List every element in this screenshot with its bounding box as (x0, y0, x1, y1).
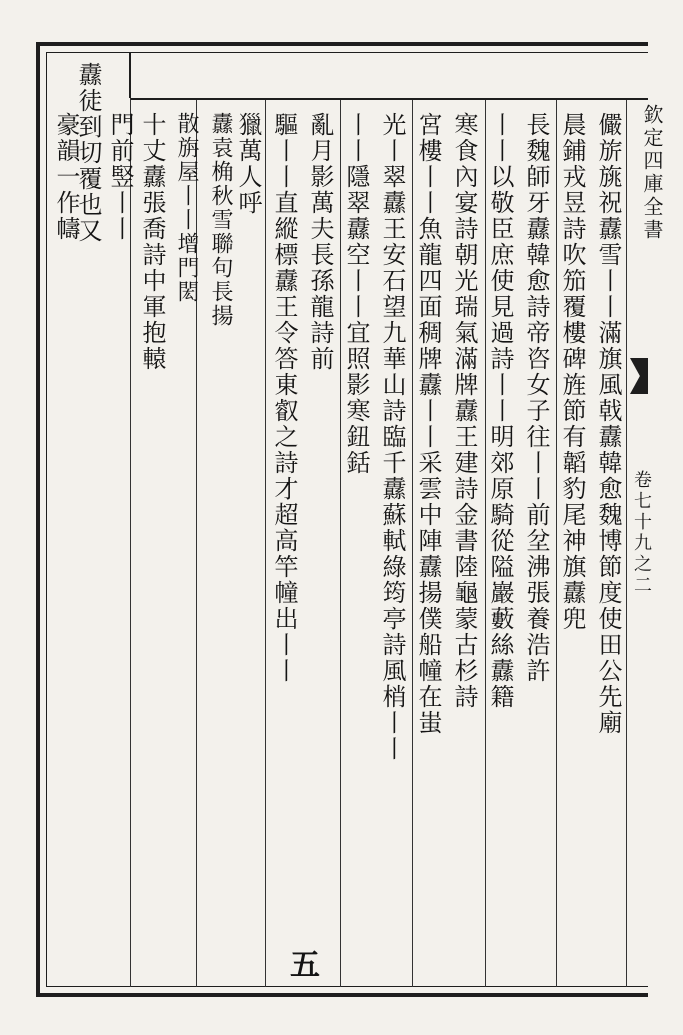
text-column: 晨鋪戎昱詩吹笳覆樓碑旌節有韜豹尾神旗纛兜 (558, 112, 586, 632)
text-column: 寒食內宴詩朝光瑞氣滿牌纛王建詩金書陸龜蒙古杉詩 (450, 112, 478, 710)
text-column: 門前竪丨丨 (106, 112, 134, 242)
text-column: 獵萬人呼 (234, 112, 262, 216)
text-column: 散旃屋丨丨增門閎 (174, 112, 199, 304)
book-title: 欽定四庫全書 (640, 104, 664, 242)
head-notch (129, 52, 131, 98)
text-column: 長魏師牙纛韓愈詩帝咨女子往丨丨前坌沸張養浩許 (522, 112, 550, 684)
text-column: 丨丨以敬臣庶使見過詩丨丨明郊原騎從隘巖藪絲纛籍 (486, 112, 514, 710)
volume-label: 卷七十九之二 (631, 470, 652, 596)
text-column: 驅丨丨直縱標纛王令答東叡之詩才超高竿幢出丨丨 (270, 112, 298, 684)
text-column: 豪韻一作幬 (52, 112, 80, 242)
page-number: 五 (290, 948, 320, 983)
text-column: 丨丨隱翠纛空丨丨宜照影寒鈕銛 (342, 112, 370, 476)
text-column: 十丈纛張喬詩中軍抱轅 (138, 112, 166, 372)
text-column: 纛徒到切覆也又 (74, 62, 102, 244)
text-column: 纛袁桷秋雪聯句長揚 (208, 112, 233, 328)
text-column: 儼旂旐祝纛雪丨丨滿旗風戟纛韓愈魏博節度使田公先廟 (594, 112, 622, 736)
head-rule (130, 98, 648, 100)
text-column: 宮樓丨丨魚龍四面稠牌纛丨丨采雲中陣纛揚僕船幢在蚩 (414, 112, 442, 736)
text-column: 光丨翠纛王安石望九華山詩臨千纛蘇軾綠筠亭詩風梢丨丨 (378, 112, 406, 762)
text-column: 亂月影萬夫長孫龍詩前 (306, 112, 334, 372)
